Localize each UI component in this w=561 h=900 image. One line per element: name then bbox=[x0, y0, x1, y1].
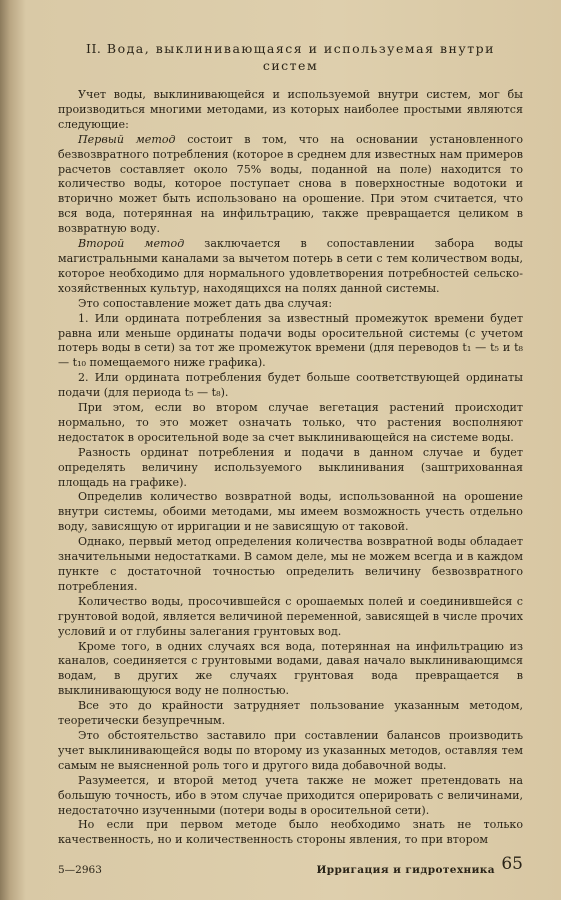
method-label-second: Второй метод bbox=[78, 237, 185, 251]
paragraph: Определив количество возвратной воды, использованной на орошение внутри системы, обоими методами, мы имеем возможность учесть отдельно воду, зависящую от ирригации и не зависящую от таковой. bbox=[58, 490, 523, 534]
paragraph-text: состоит в том, что на основании установленного безвозвратного потребления (которое в среднем для известных нам примеров расчетов составляет около 75% воды, поданной на поле) находится то количество воды, которое поступает снова в поверхностные водотоки и вторично может быть использовано на орошение. При этом считается, что вся вода, потерянная на инфильтрацию, также превращается целиком в возвратную воду. bbox=[58, 132, 523, 236]
section-number: II. bbox=[86, 41, 102, 56]
printer-signature: 5—2963 bbox=[58, 864, 102, 876]
page-number: 65 bbox=[501, 854, 523, 874]
paragraph-text: заключается в сопоставлении забора воды магистральными каналами за вычетом потерь в сети с тем количеством воды, которое необходимо для нормального удовлетворения потребностей сельско-хозяйственных культур, находящихся на полях данной системы. bbox=[58, 237, 524, 295]
method-label-first: Первый метод bbox=[78, 132, 176, 146]
body-text bbox=[58, 88, 523, 848]
paragraph: При этом, если во втором случае вегетация растений происходит нормально, то это может означать только, что растения восполняют недостаток в оросительной воде за счет выклинивающейся на системе воды. bbox=[58, 401, 523, 444]
paragraph: Все это до крайности затрудняет пользование указанным методом, теоретически безупречным. bbox=[58, 699, 523, 728]
paragraph: Разумеется, и второй метод учета также не может претендовать на большую точность, ибо в этом случае приходится оперировать с величинами, недостаточно изученными (потери воды в оросительной сети). bbox=[58, 773, 523, 817]
paragraph: 1. Или ордината потребления за известный промежуток времени будет равна или меньше ординаты подачи воды оросительной системы (с учетом потерь воды в сети) за тот же промежуток времени (для переводов t₁ — t₅ и t₈ — t₁₀ помещаемого ниже графика). bbox=[58, 311, 523, 370]
paragraph: Но если при первом методе было необходимо знать не только качественность, но и количественность стороны явления, то при втором bbox=[58, 818, 523, 847]
paragraph: Это сопоставление может дать два случая: bbox=[78, 296, 333, 310]
section-heading bbox=[58, 40, 523, 74]
running-title: Ирригация и гидротехника bbox=[316, 864, 495, 876]
paragraph: Однако, первый метод определения количества возвратной воды обладает значительными недостатками. В самом деле, мы не можем всегда и в каждом пункте с достаточной точностью определить величину безвозвратного потребления. bbox=[58, 535, 523, 593]
paragraph: Учет воды, выклинивающейся и используемой внутри систем, мог бы производиться многими методами, из которых наиболее простыми являются следующие: bbox=[58, 88, 523, 131]
paragraph: Это обстоятельство заставило при составлении балансов производить учет выклинивающейся воды по второму из указанных методов, оставляя тем самым не выясненной роль того и другого вида добавочной воды. bbox=[58, 728, 523, 772]
section-title: Вода, выклинивающаяся и используемая внутри систем bbox=[106, 41, 495, 73]
paragraph: 2. Или ордината потребления будет больше соответствующей ординаты подачи (для периода t₅ — t₈). bbox=[58, 371, 523, 400]
paragraph: Кроме того, в одних случаях вся вода, потерянная на инфильтрацию из каналов, соединяется с грунтовыми водами, давая начало выклинивающимся водам, в других же случаях грунтовая вода превращается в выклинивающуюся воду не полностью. bbox=[58, 639, 523, 698]
paragraph bbox=[58, 133, 523, 237]
paragraph: Количество воды, просочившейся с орошаемых полей и соединившейся с грунтовой водой, является величиной переменной, зависящей в числе прочих условий и от глубины залегания грунтовых вод. bbox=[58, 594, 523, 638]
paragraph bbox=[58, 237, 523, 297]
paragraph: Разность ординат потребления и подачи в данном случае и будет определять величину используемого выклинивания (заштрихованная площадь на графике). bbox=[58, 445, 523, 489]
